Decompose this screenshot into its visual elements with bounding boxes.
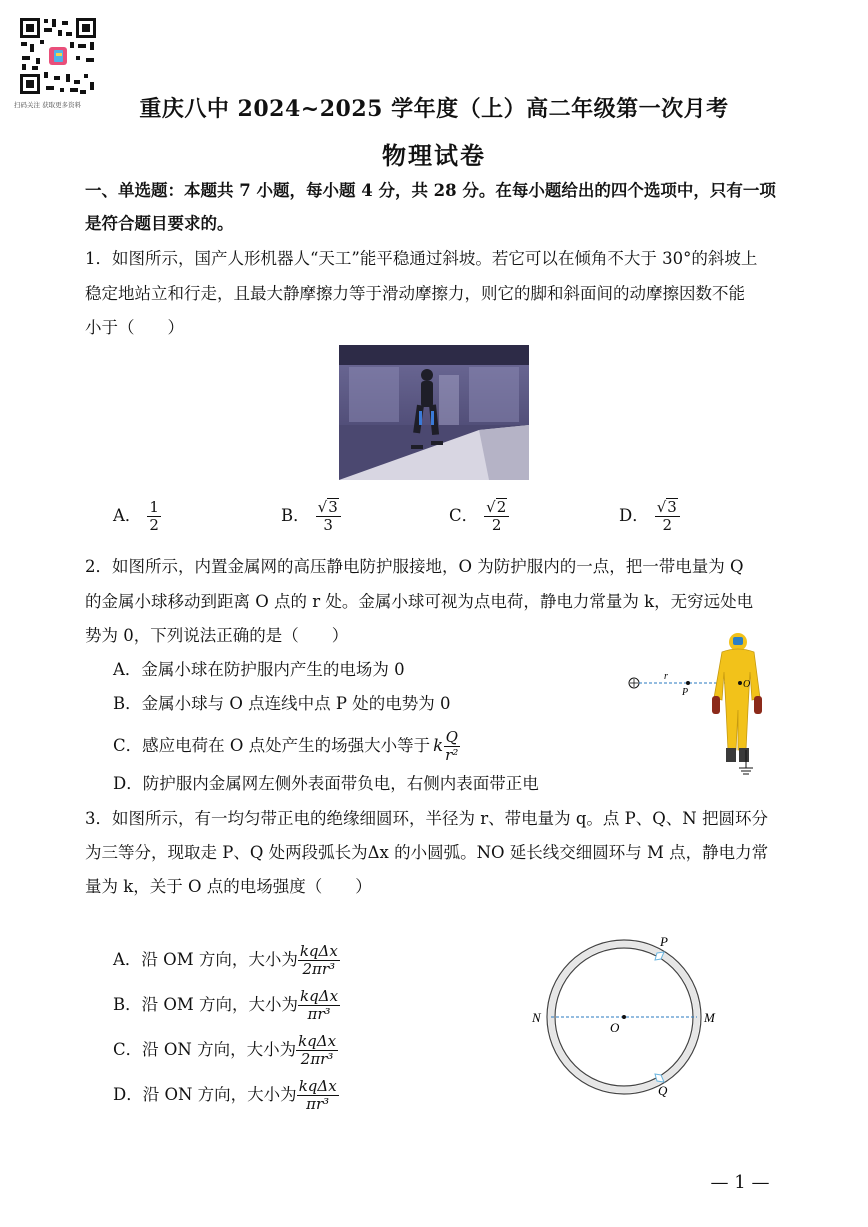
fraction: √ 3 2 — [655, 498, 680, 534]
label-o: O — [743, 679, 751, 690]
label-p: P — [682, 687, 689, 698]
fraction: $\frac{1}{2}$ — [149, 497, 159, 534]
fraction: √ 3 3 — [316, 498, 341, 534]
q2-option-d: D．防护服内金属网左侧外表面带负电，右侧内表面带正电 — [113, 774, 539, 793]
fraction: $\frac{\text{kqΔx}}{\text{2πr³}}$ — [298, 1031, 337, 1068]
q3-line2: 为三等分，现取走 P、Q 处两段弧长为Δx 的小圆弧。NO 延长线交细圆环与 M 点，静电力常 — [85, 843, 769, 862]
fraction: $\frac{\text{kqΔx}}{\text{2πr³}}$ — [299, 941, 338, 978]
label-m: M — [704, 1010, 715, 1025]
q3-option-b: B．沿 OM 方向，大小为 $\frac{\text{kqΔx}}{\text{πr³}}$ — [113, 986, 339, 1023]
q1-line1: 1．如图所示，国产人形机器人“天工”能平稳通过斜坡。若它可以在倾角不大于 30°的斜坡上 — [85, 249, 758, 268]
fraction: $\frac{\text{kqΔx}}{\text{πr³}}$ — [298, 1076, 337, 1113]
q1-line2: 稳定地站立和行走，且最大静摩擦力等于滑动摩擦力，则它的脚和斜面间的动摩擦因数不能 — [85, 284, 745, 303]
label-o: O — [610, 1020, 620, 1035]
label-r: r — [664, 671, 668, 682]
fraction: √ 2 2 — [484, 498, 509, 534]
q1-line3: 小于（ ） — [85, 318, 184, 337]
fraction: $\frac{\text{kqΔx}}{\text{πr³}}$ — [300, 986, 339, 1023]
q3-option-d: D．沿 ON 方向，大小为 $\frac{\text{kqΔx}}{\text{πr³}}$ — [113, 1076, 337, 1113]
q1-option-a: A． $\frac{1}{2}$ — [113, 497, 159, 534]
exam-title: 重庆八中 2024~2025 学年度（上）高二年级第一次月考 — [139, 96, 729, 122]
page-number: — 1 — — [710, 1172, 770, 1193]
q2-line3: 势为 0，下列说法正确的是（ ） — [85, 626, 349, 645]
label-n: N — [532, 1010, 541, 1025]
q2-option-a: A．金属小球在防护服内产生的电场为 0 — [113, 660, 405, 679]
qr-caption: 扫码关注 获取更多资料 — [14, 101, 82, 109]
q3-option-c: C．沿 ON 方向，大小为 $\frac{\text{kqΔx}}{\text{2πr³}}$ — [113, 1031, 337, 1068]
q2-option-c: C．感应电荷在 O 点处产生的场强大小等于 k $\frac{Q}{\text{r²}}$ — [113, 727, 459, 764]
robot-photo — [339, 345, 529, 480]
fraction: $\frac{Q}{\text{r²}}$ — [445, 727, 459, 764]
qr-code — [18, 16, 98, 96]
section-heading-line2: 是符合题目要求的。 — [85, 214, 234, 233]
q3-line1: 3．如图所示，有一均匀带正电的绝缘细圆环，半径为 r、带电量为 q。点 P、Q、N 把圆环分 — [85, 809, 768, 828]
ring-figure — [530, 930, 740, 1100]
q1-option-d: D． √ 3 2 — [619, 496, 680, 536]
q3-line3: 量为 k，关于 O 点的电场强度（ ） — [85, 877, 372, 896]
q2-option-b: B．金属小球与 O 点连线中点 P 处的电势为 0 — [113, 694, 451, 713]
q1-option-c: C． √ 2 2 — [449, 496, 509, 536]
protective-suit-figure — [618, 628, 778, 778]
q2-line1: 2．如图所示，内置金属网的高压静电防护服接地，O 为防护服内的一点，把一带电量为 Q — [85, 557, 744, 576]
q1-option-b: B． √ 3 3 — [281, 496, 341, 536]
section-heading-line1: 一、单选题：本题共 7 小题，每小题 4 分，共 28 分。在每小题给出的四个选项中，只有一项 — [85, 181, 776, 200]
label-p: P — [660, 934, 668, 949]
subject-title: 物理试卷 — [382, 141, 486, 170]
q2-line2: 的金属小球移动到距离 O 点的 r 处。金属小球可视为点电荷，静电力常量为 k，无穷远处电 — [85, 592, 754, 611]
label-q: Q — [658, 1083, 668, 1098]
q3-option-a: A．沿 OM 方向，大小为 $\frac{\text{kqΔx}}{\text{2πr³}}$ — [113, 941, 338, 978]
